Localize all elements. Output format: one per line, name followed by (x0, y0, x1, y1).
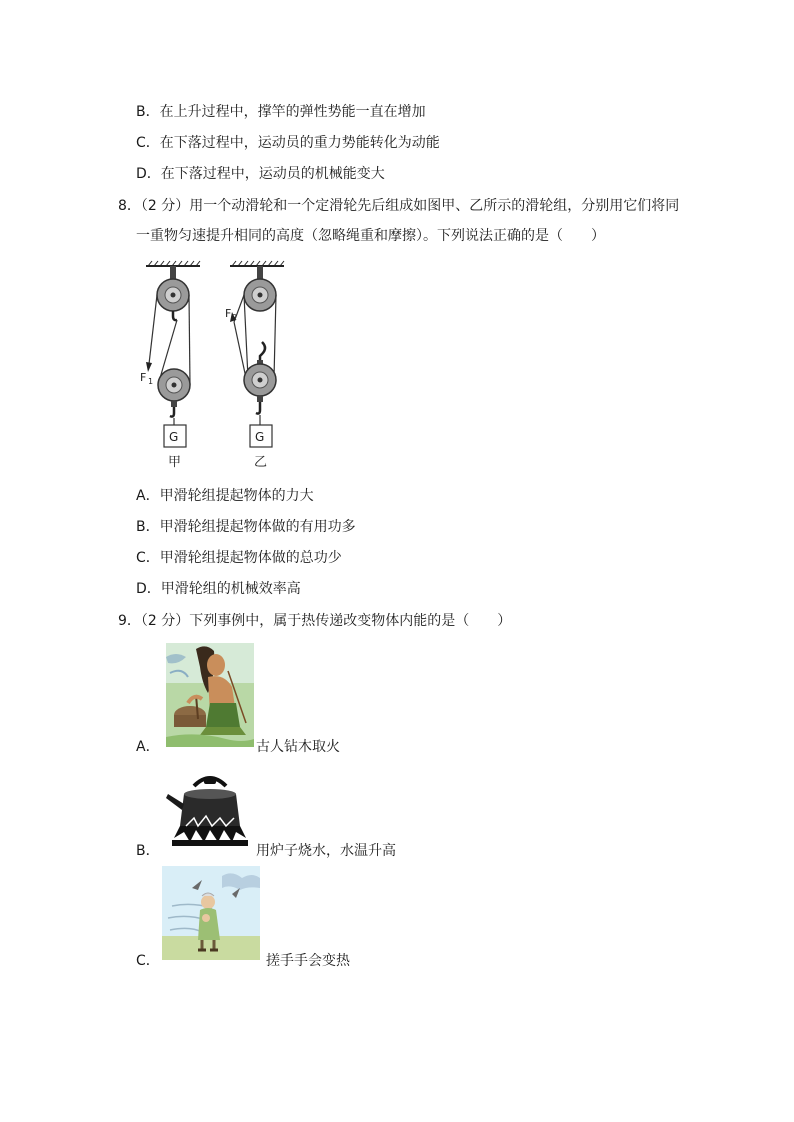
caption-right: 乙 (254, 455, 268, 470)
q9-option-b-text: 用炉子烧水，水温升高 (256, 843, 396, 859)
q9-option-c-letter: C． (136, 953, 160, 969)
q9-option-b-letter: B． (136, 843, 160, 859)
force-f1-label: F (140, 371, 147, 384)
movable-pulley-left (158, 369, 190, 417)
rubbing-hands-illustration (162, 866, 260, 960)
force-f1-subscript: 1 (148, 377, 154, 386)
q9-option-a-letter: A． (136, 739, 160, 755)
q8-option-c: C．甲滑轮组提起物体做的总功少 (136, 550, 342, 566)
ceiling-right (230, 261, 284, 266)
caption-left: 甲 (168, 455, 182, 470)
pulley-figure (138, 260, 288, 475)
ceiling-left (146, 261, 200, 266)
q9-option-a-text: 古人钻木取火 (256, 739, 340, 755)
option-d-prev: D．在下落过程中，运动员的机械能变大 (136, 166, 385, 182)
q8-option-b: B．甲滑轮组提起物体做的有用功多 (136, 519, 356, 535)
q8-stem-line2: 一重物匀速提升相同的高度（忽略绳重和摩擦）。下列说法正确的是（ ） (136, 228, 605, 244)
kettle-stove-illustration (164, 768, 256, 856)
weight-left-label: G (169, 430, 179, 444)
option-b-prev: B．在上升过程中，撑竿的弹性势能一直在增加 (136, 104, 426, 120)
movable-pulley-right (244, 342, 276, 414)
q8-option-d: D．甲滑轮组的机械效率高 (136, 581, 301, 597)
force-f2-subscript: 2 (232, 313, 238, 322)
q8-stem-line1: 8．（2 分）用一个动滑轮和一个定滑轮先后组成如图甲、乙所示的滑轮组，分别用它们将同 (118, 198, 680, 214)
q9-stem: 9．（2 分）下列事例中，属于热传递改变物体内能的是（ ） (118, 613, 512, 629)
force-f2-label: F (225, 307, 232, 320)
fixed-pulley-right (244, 266, 276, 311)
weight-right-label: G (255, 430, 265, 444)
option-c-prev: C．在下落过程中，运动员的重力势能转化为动能 (136, 135, 440, 151)
fixed-pulley-left (157, 266, 189, 320)
drilling-wood-illustration (166, 643, 254, 747)
q9-option-c-text: 搓手手会变热 (266, 953, 350, 969)
q8-option-a: A．甲滑轮组提起物体的力大 (136, 488, 314, 504)
